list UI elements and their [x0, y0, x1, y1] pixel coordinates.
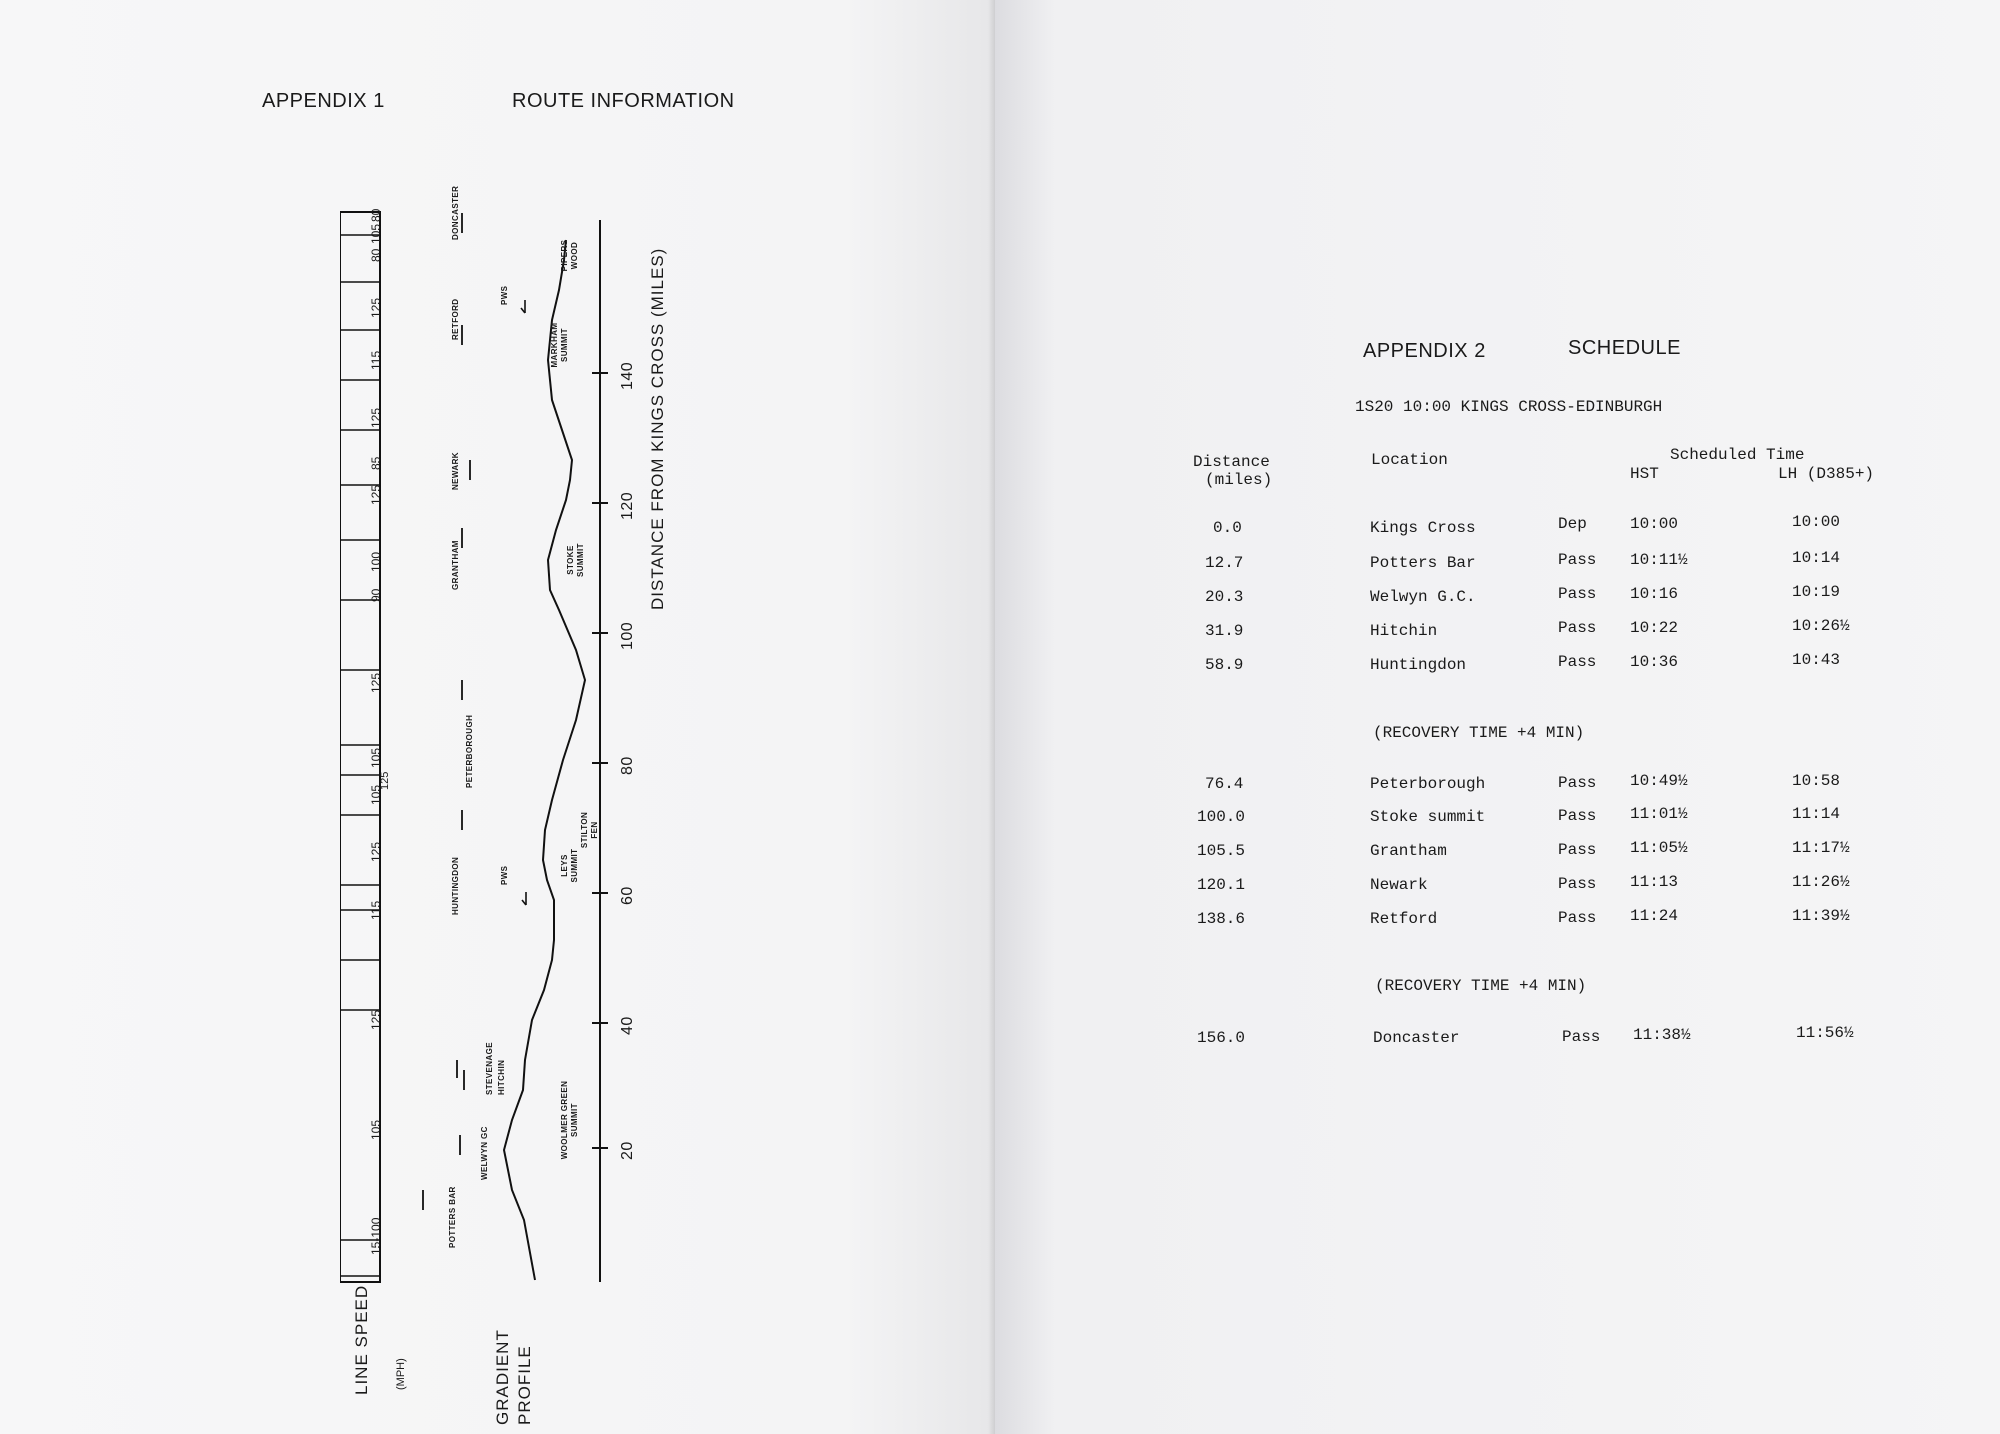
col-hst-header: HST: [1630, 465, 1659, 483]
pws-label: PWS: [500, 865, 509, 885]
appendix-1-label: APPENDIX 1: [262, 90, 385, 112]
hst-time: 10:36: [1630, 653, 1679, 671]
speed-label: 125: [369, 407, 383, 428]
appendix-1-title: ROUTE INFORMATION: [512, 90, 735, 112]
station-label: RETFORD: [451, 298, 460, 340]
axis-tick-label: 140: [619, 361, 636, 390]
speed-label: 125: [379, 771, 391, 790]
speed-label: 15-100: [369, 1217, 383, 1255]
summit-label: STILTON FEN: [580, 811, 599, 849]
action: Pass: [1562, 1028, 1601, 1046]
action: Pass: [1558, 585, 1597, 603]
location: Huntingdon: [1370, 656, 1467, 674]
hst-time: 10:00: [1630, 515, 1679, 533]
action: Pass: [1558, 551, 1597, 569]
col-location-header: Location: [1371, 451, 1448, 469]
speed-label: 105: [369, 223, 383, 244]
action: Pass: [1558, 875, 1597, 893]
action: Pass: [1558, 807, 1597, 825]
speed-label: 125: [369, 841, 383, 862]
axis-tick-label: 80: [619, 756, 636, 775]
hst-time: 10:11½: [1630, 551, 1688, 569]
speed-label: 100: [369, 551, 383, 572]
speed-label: 105: [369, 1119, 383, 1140]
hst-time: 11:38½: [1633, 1026, 1691, 1044]
lh-time: 10:00: [1792, 513, 1841, 531]
axis-tick-label: 20: [619, 1141, 636, 1160]
lh-time: 11:14: [1792, 805, 1841, 823]
col-distance-header: Distance: [1193, 453, 1270, 471]
action: Pass: [1558, 653, 1597, 671]
station-label: STEVENAGE: [485, 1042, 494, 1095]
action: Pass: [1558, 909, 1597, 927]
hst-time: 11:01½: [1630, 805, 1688, 823]
station-label: NEWARK: [451, 452, 460, 490]
pws-label: PWS: [500, 285, 509, 305]
axis-title: DISTANCE FROM KINGS CROSS (MILES): [648, 247, 667, 610]
action: Pass: [1558, 774, 1597, 792]
col-distance-unit: (miles): [1205, 471, 1273, 489]
station-label: GRANTHAM: [451, 540, 460, 590]
hst-time: 10:16: [1630, 585, 1679, 603]
action: Pass: [1558, 619, 1597, 637]
axis-tick-label: 60: [619, 886, 636, 905]
right-page: [995, 0, 2000, 1434]
summit-label: WOOLMER GREEN SUMMIT: [560, 1080, 579, 1160]
lh-time: 11:39½: [1792, 907, 1850, 925]
axis-tick-label: 100: [619, 621, 636, 650]
speed-label: 105: [369, 784, 383, 805]
distance: 0.0: [1213, 519, 1242, 537]
distance: 12.7: [1205, 554, 1244, 572]
distance: 76.4: [1205, 775, 1244, 793]
line-speed-unit: (MPH): [395, 1358, 407, 1390]
hst-time: 11:13: [1630, 873, 1679, 891]
distance: 100.0: [1197, 808, 1246, 826]
distance: 31.9: [1205, 622, 1244, 640]
axis-tick-label: 120: [619, 491, 636, 520]
train-header: 1S20 10:00 KINGS CROSS-EDINBURGH: [1355, 398, 1663, 416]
speed-label: 90: [369, 588, 383, 602]
lh-time: 10:19: [1792, 583, 1841, 601]
col-scheduled-header: Scheduled Time: [1670, 446, 1805, 464]
hst-time: 10:49½: [1630, 772, 1688, 790]
station-label: POTTERS BAR: [448, 1186, 457, 1248]
speed-label: 80: [369, 208, 383, 222]
gradient-profile-label: GRADIENT PROFILE: [493, 1329, 534, 1425]
appendix-2-title: SCHEDULE: [1568, 337, 1681, 359]
hst-time: 11:05½: [1630, 839, 1688, 857]
distance: 58.9: [1205, 656, 1244, 674]
hst-time: 11:24: [1630, 907, 1679, 925]
lh-time: 11:56½: [1796, 1024, 1854, 1042]
speed-label: 125: [369, 1009, 383, 1030]
location: Newark: [1370, 876, 1428, 894]
lh-time: 10:26½: [1792, 617, 1850, 635]
station-label: PETERBOROUGH: [465, 714, 474, 788]
location: Grantham: [1370, 842, 1447, 860]
distance: 105.5: [1197, 842, 1246, 860]
station-label: DONCASTER: [451, 185, 460, 240]
hst-time: 10:22: [1630, 619, 1679, 637]
speed-label: 80: [369, 248, 383, 262]
col-lh-header: LH (D385+): [1778, 465, 1875, 483]
distance: 138.6: [1197, 910, 1246, 928]
location: Welwyn G.C.: [1370, 588, 1476, 606]
appendix-2-label: APPENDIX 2: [1363, 340, 1486, 362]
summit-label: MARKHAM SUMMIT: [550, 322, 569, 368]
lh-time: 10:58: [1792, 772, 1841, 790]
speed-label: 85: [369, 456, 383, 470]
recovery-time-note: (RECOVERY TIME +4 MIN): [1373, 724, 1585, 742]
location: Doncaster: [1373, 1029, 1460, 1047]
location: Peterborough: [1370, 775, 1486, 793]
speed-label: 125: [369, 484, 383, 505]
recovery-time-note: (RECOVERY TIME +4 MIN): [1375, 977, 1587, 995]
summit-label: STOKE SUMMIT: [566, 543, 585, 577]
location: Potters Bar: [1370, 554, 1476, 572]
action: Pass: [1558, 841, 1597, 859]
lh-time: 10:43: [1792, 651, 1841, 669]
speed-label: 125: [369, 297, 383, 318]
location: Hitchin: [1370, 622, 1438, 640]
location: Retford: [1370, 910, 1438, 928]
distance: 156.0: [1197, 1029, 1246, 1047]
station-label: WELWYN GC: [480, 1126, 489, 1180]
axis-tick-label: 40: [619, 1016, 636, 1035]
summit-label: LEYS SUMMIT: [560, 848, 579, 883]
location: Stoke summit: [1370, 808, 1486, 826]
lh-time: 11:26½: [1792, 873, 1850, 891]
location: Kings Cross: [1370, 519, 1476, 537]
speed-label: 125: [369, 672, 383, 693]
action: Dep: [1558, 515, 1587, 533]
lh-time: 11:17½: [1792, 839, 1850, 857]
line-speed-label: LINE SPEED: [352, 1284, 371, 1395]
station-label-hitchin: HITCHIN: [497, 1059, 506, 1095]
distance: 20.3: [1205, 588, 1244, 606]
speed-label: 105: [369, 747, 383, 768]
speed-label: 115: [369, 350, 383, 370]
lh-time: 10:14: [1792, 549, 1841, 567]
left-page: [0, 0, 995, 1434]
speed-label: 115: [369, 900, 383, 920]
summit-label: PIPERS WOOD: [560, 239, 579, 272]
station-label: HUNTINGDON: [451, 856, 460, 915]
distance: 120.1: [1197, 876, 1246, 894]
